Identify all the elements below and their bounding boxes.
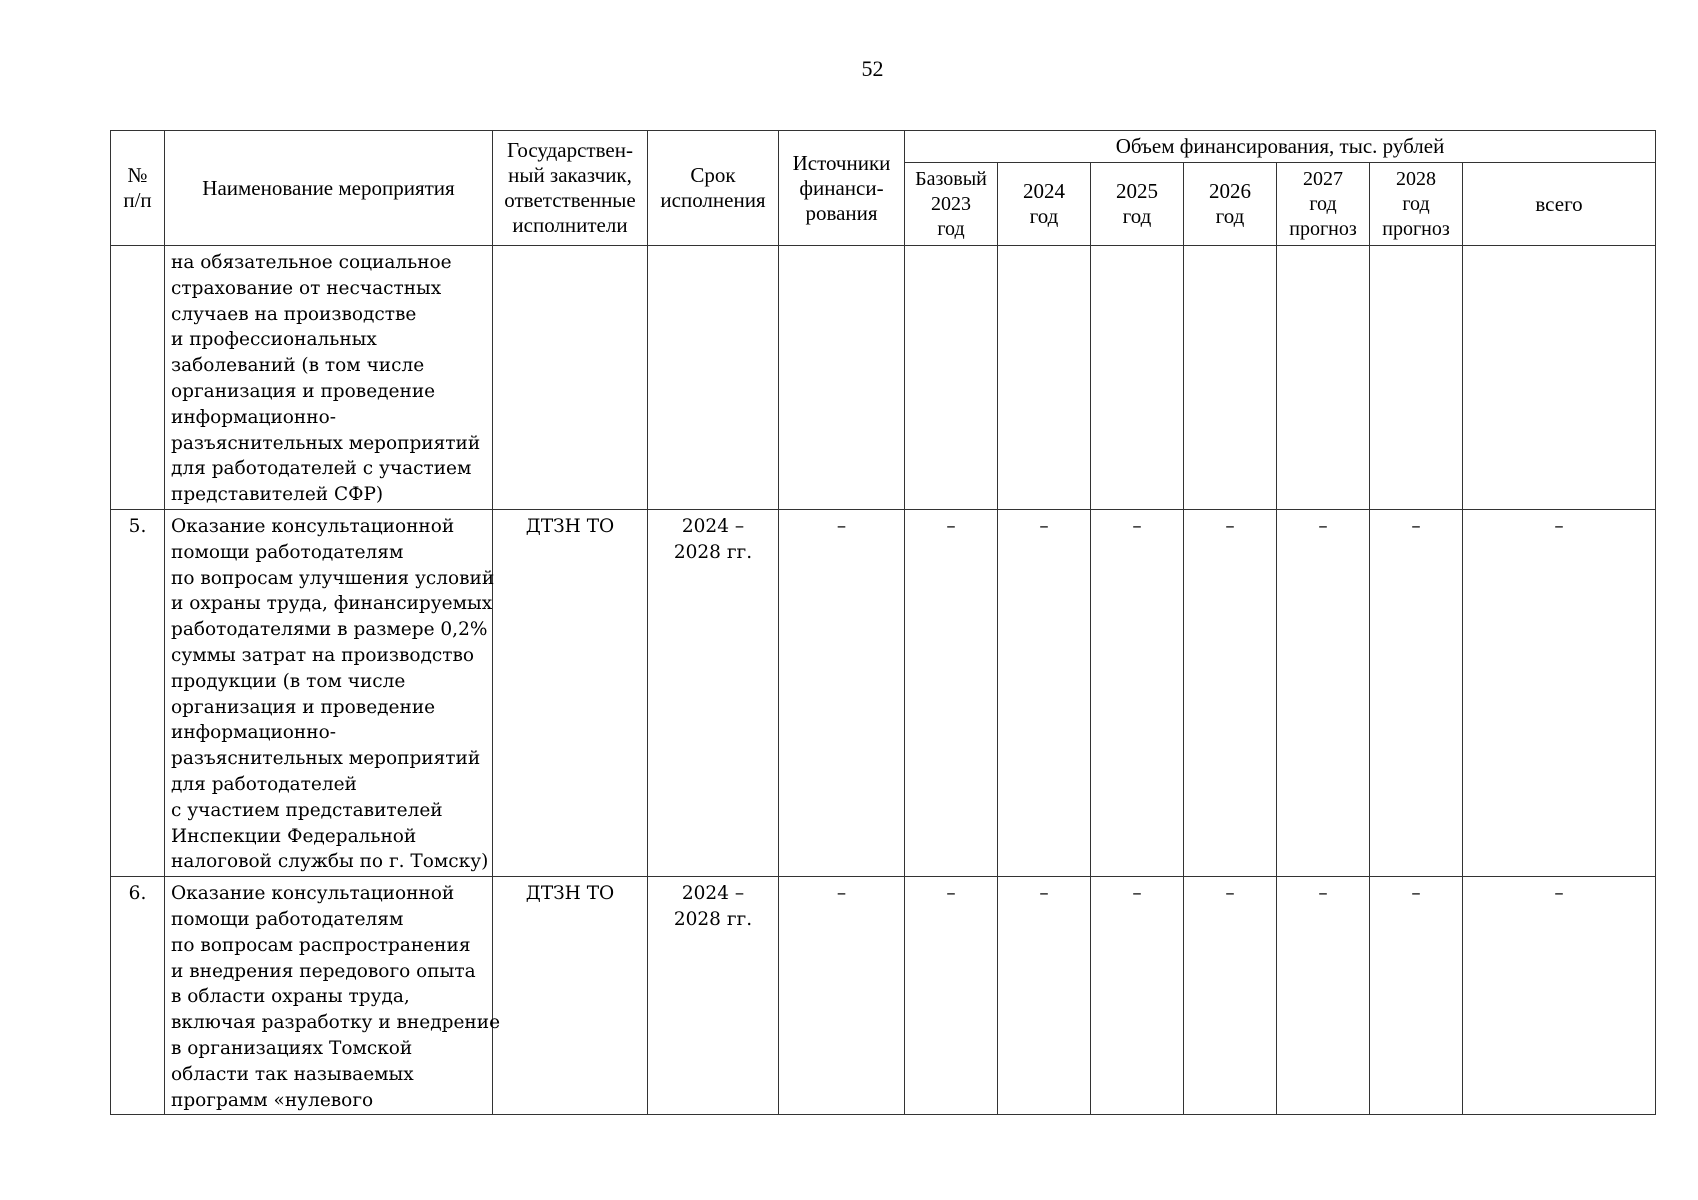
customer-cell (493, 246, 648, 510)
sources-cell: – (779, 877, 905, 1115)
text-line: страхование от несчастных (171, 277, 442, 299)
text-line: информационно- (171, 722, 336, 744)
text-line: по вопросам улучшения условий (171, 567, 495, 589)
value-cell (1091, 246, 1184, 510)
value-cell: – (1091, 877, 1184, 1115)
text-line: организация и проведение (171, 380, 436, 402)
row-number (111, 246, 165, 510)
text-line: и внедрения передового опыта (171, 960, 476, 982)
value-cell: – (1463, 509, 1656, 876)
value-cell: – (905, 509, 998, 876)
value-cell (1277, 246, 1370, 510)
header-base-2023: Базовый 2023 год (905, 163, 998, 246)
activity-name (165, 509, 493, 876)
activity-name (165, 877, 501, 1115)
value-cell: – (1277, 509, 1370, 876)
text-line: помощи работодателям (171, 541, 404, 563)
text-line: и охраны труда, финансируемых (171, 593, 493, 615)
table-row (111, 877, 1656, 1115)
value-cell: – (1091, 509, 1184, 876)
value-cell (1463, 246, 1656, 510)
sources-cell: – (779, 509, 905, 876)
header-num: № п/п (111, 131, 165, 246)
text-line: заболеваний (в том числе (171, 355, 425, 377)
text-line: на обязательное социальное (171, 252, 452, 273)
term-cell (648, 509, 779, 876)
text-line: 2028 гг. (673, 908, 753, 930)
header-financing-volume: Объем финансирования, тыс. рублей (905, 131, 1656, 163)
text-line: налоговой службы по г. Томску) (171, 851, 489, 873)
financing-table (110, 130, 1656, 1115)
text-line: 2024 – (681, 883, 745, 905)
text-line: 2024 – (681, 515, 745, 537)
sources-cell (779, 246, 905, 510)
value-cell (905, 246, 998, 510)
text-line: помощи работодателям (171, 908, 404, 930)
value-cell: – (905, 877, 998, 1115)
table-header (111, 131, 1656, 246)
text-line: случаев на производстве (171, 303, 417, 325)
header-term: Срок исполнения (648, 131, 779, 246)
header-2025: 2025 год (1091, 163, 1184, 246)
text-line: организация и проведение (171, 696, 436, 718)
text-line: в области охраны труда, (171, 986, 410, 1008)
header-2024: 2024 год (998, 163, 1091, 246)
value-cell: – (1463, 877, 1656, 1115)
value-cell: – (1370, 877, 1463, 1115)
term-cell (648, 246, 779, 510)
text-line: для работодателей с участием (171, 458, 472, 480)
text-line: включая разработку и внедрение (171, 1012, 501, 1034)
text-line: программ «нулевого (171, 1089, 374, 1111)
header-sources: Источники финанси- рования (779, 131, 905, 246)
customer-cell: ДТЗН ТО (493, 877, 648, 1115)
value-cell: – (1184, 509, 1277, 876)
text-line: в организациях Томской (171, 1037, 413, 1059)
text-line: области так называемых (171, 1063, 414, 1085)
text-line: представителей СФР) (171, 484, 384, 506)
header-total: всего (1463, 163, 1656, 246)
header-name: Наименование мероприятия (165, 131, 493, 246)
text-line: информационно- (171, 406, 336, 428)
value-cell (1370, 246, 1463, 510)
term-cell (648, 877, 779, 1115)
value-cell (1184, 246, 1277, 510)
page-number: 52 (861, 56, 884, 81)
row-number: 5. (111, 509, 165, 876)
value-cell: – (998, 509, 1091, 876)
text-line: Оказание консультационной (171, 883, 455, 905)
text-line: работодателями в размере 0,2% (171, 619, 488, 641)
text-line: продукции (в том числе (171, 670, 406, 692)
header-2026: 2026 год (1184, 163, 1277, 246)
value-cell: – (1184, 877, 1277, 1115)
text-line: разъяснительных мероприятий (171, 748, 481, 770)
text-line: разъяснительных мероприятий (171, 432, 481, 454)
header-customer: Государствен- ный заказчик, ответственные исполнители (493, 131, 648, 246)
table-body (111, 246, 1656, 1115)
table-row (111, 509, 1656, 876)
text-line: 2028 гг. (673, 541, 753, 563)
value-cell: – (1277, 877, 1370, 1115)
text-line: Инспекции Федеральной (171, 825, 417, 847)
table-row (111, 246, 1656, 510)
text-line: и профессиональных (171, 329, 377, 351)
row-number: 6. (111, 877, 165, 1115)
text-line: с участием представителей (171, 799, 443, 821)
customer-cell: ДТЗН ТО (493, 509, 648, 876)
activity-name (165, 246, 493, 510)
value-cell: – (1370, 509, 1463, 876)
value-cell: – (998, 877, 1091, 1115)
text-line: суммы затрат на производство (171, 644, 475, 666)
value-cell (998, 246, 1091, 510)
header-2027-forecast: 2027 год прогноз (1277, 163, 1370, 246)
text-line: по вопросам распространения (171, 934, 471, 956)
text-line: для работодателей (171, 773, 357, 795)
header-2028-forecast: 2028 год прогноз (1370, 163, 1463, 246)
text-line: Оказание консультационной (171, 515, 455, 537)
